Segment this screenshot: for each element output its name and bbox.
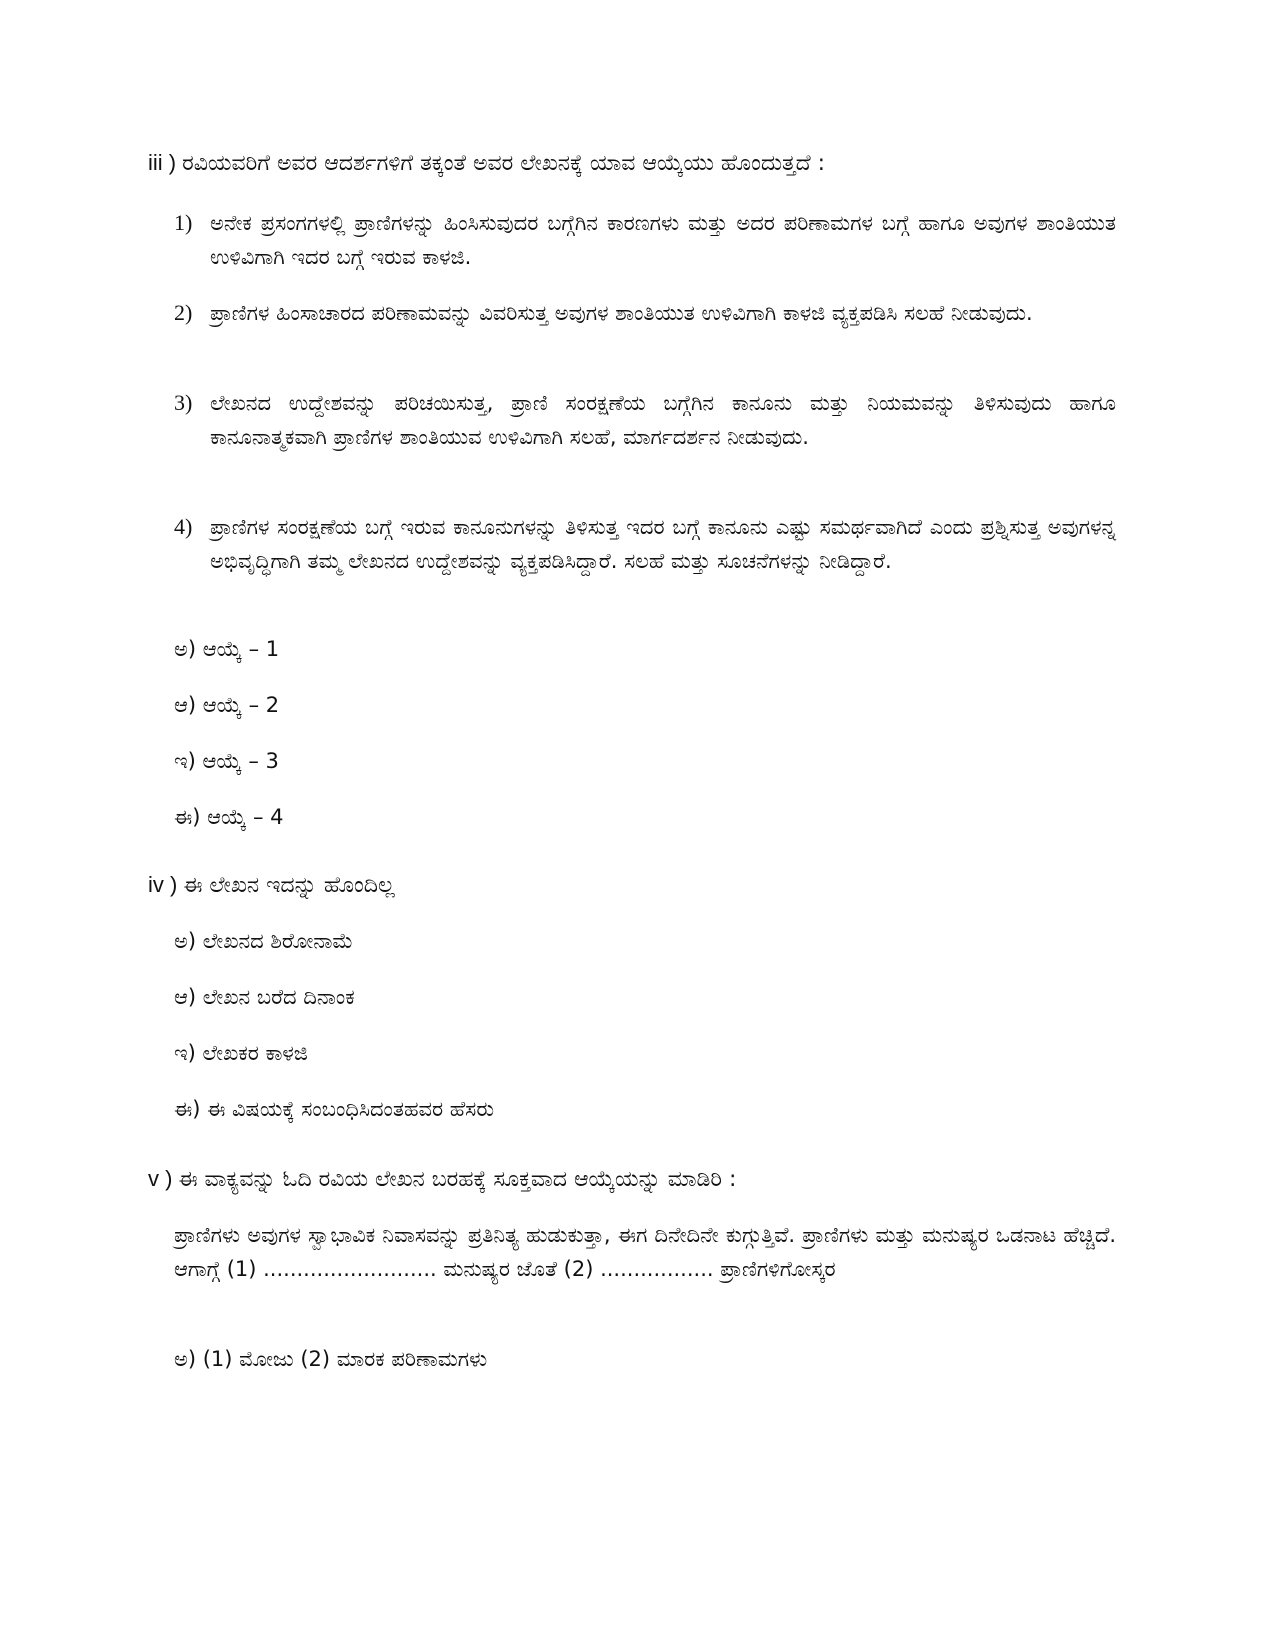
statement-4 (174, 510, 1116, 578)
answer-option[interactable]: ಅ) (1) ಮೋಜು (2) ಮಾರಕ ಪರಿಣಾಮಗಳು (174, 1347, 488, 1371)
statement-text: ಪ್ರಾಣಿಗಳ ಹಿಂಸಾಚಾರದ ಪರಿಣಾಮವನ್ನು ವಿವರಿಸುತ್ತ ಅವುಗಳ ಶಾಂತಿಯುತ ಉಳಿವಿಗಾಗಿ ಕಾಳಜಿ ವ್ಯಕ್ತಪಡಿಸಿ ಸಲಹೆ ನೀಡುವುದು. (210, 301, 1033, 325)
answer-option[interactable]: ಅ) ಲೇಖನದ ಶಿರೋನಾಮೆ (174, 929, 354, 953)
question-4-text: ಈ ಲೇಖನ ಇದನ್ನು ಹೊಂದಿಲ್ಲ (183, 873, 395, 898)
answer-option[interactable]: ಅ) ಆಯ್ಕೆ – 1 (174, 637, 280, 661)
question-3-text: ರವಿಯವರಿಗೆ ಅವರ ಆದರ್ಶಗಳಿಗೆ ತಕ್ಕಂತೆ ಅವರ ಲೇಖನಕ್ಕೆ ಯಾವ ಆಯ್ಕೆಯು ಹೊಂದುತ್ತದೆ : (182, 151, 826, 176)
statement-text: ಅನೇಕ ಪ್ರಸಂಗಗಳಲ್ಲಿ ಪ್ರಾಣಿಗಳನ್ನು ಹಿಂಸಿಸುವುದರ ಬಗ್ಗೆಗಿನ ಕಾರಣಗಳು ಮತ್ತು ಅದರ ಪರಿಣಾಮಗಳ ಬಗ್ಗೆ ಹಾಗೂ ಅವುಗಳ ಶಾಂತಿಯುತ ಉಳಿವಿಗಾಗಿ ಇದರ ಬಗ್ಗೆ ಇರುವ ಕಾಳಜಿ. (210, 211, 1116, 269)
statement-text: ಲೇಖನದ ಉದ್ದೇಶವನ್ನು ಪರಿಚಯಿಸುತ್ತ, ಪ್ರಾಣಿ ಸಂರಕ್ಷಣೆಯ ಬಗ್ಗೆಗಿನ ಕಾನೂನು ಮತ್ತು ನಿಯಮವನ್ನು ತಿಳಿಸುವುದು ಹಾಗೂ ಕಾನೂನಾತ್ಮಕವಾಗಿ ಪ್ರಾಣಿಗಳ ಶಾಂತಿಯುವ ಉಳಿವಿಗಾಗಿ ಸಲಹೆ, ಮಾರ್ಗದರ್ಶನ ನೀಡುವುದು. (210, 391, 1116, 449)
question-3-number: iii ) (148, 150, 177, 175)
question-5 (148, 1164, 1128, 1195)
question-5-text: ಈ ವಾಕ್ಯವನ್ನು ಓದಿ ರವಿಯ ಲೇಖನ ಬರಹಕ್ಕೆ ಸೂಕ್ತವಾದ ಆಯ್ಕೆಯನ್ನು ಮಾಡಿರಿ : (178, 1167, 737, 1192)
statement-2 (174, 296, 1116, 330)
statement-3 (174, 386, 1116, 454)
question-5-number: v ) (148, 1166, 173, 1191)
answer-option[interactable]: ಇ) ಆಯ್ಕೆ – 3 (174, 749, 279, 773)
statement-1 (174, 206, 1116, 274)
answer-option[interactable]: ಆ) ಆಯ್ಕೆ – 2 (174, 693, 280, 717)
answer-option[interactable]: ಆ) ಲೇಖನ ಬರೆದ ದಿನಾಂಕ (174, 985, 355, 1009)
passage-text: ಪ್ರಾಣಿಗಳು ಅವುಗಳ ಸ್ವಾಭಾವಿಕ ನಿವಾಸವನ್ನು ಪ್ರತಿನಿತ್ಯ ಹುಡುಕುತ್ತಾ, ಈಗ ದಿನೇದಿನೇ ಕುಗ್ಗುತ್ತಿವೆ. ಪ್ರಾಣಿಗಳು ಮತ್ತು ಮನುಷ್ಯರ ಒಡನಾಟ ಹೆಚ್ಚಿದೆ. ಆಗಾಗ್ಗೆ (1) .......................... ಮನುಷ್ಯರ ಜೊತೆ (2) ................. ಪ್ರಾಣಿಗಳಿಗೋಸ್ಕರ (174, 1223, 1116, 1281)
question-4-number: iv ) (148, 872, 178, 897)
question-3 (148, 148, 1128, 179)
statement-text: ಪ್ರಾಣಿಗಳ ಸಂರಕ್ಷಣೆಯ ಬಗ್ಗೆ ಇರುವ ಕಾನೂನುಗಳನ್ನು ತಿಳಿಸುತ್ತ ಇದರ ಬಗ್ಗೆ ಕಾನೂನು ಎಷ್ಟು ಸಮರ್ಥವಾಗಿದೆ ಎಂದು ಪ್ರಶ್ನಿಸುತ್ತ ಅವುಗಳನ್ನ ಅಭಿವೃದ್ಧಿಗಾಗಿ ತಮ್ಮ ಲೇಖನದ ಉದ್ದೇಶವನ್ನು ವ್ಯಕ್ತಪಡಿಸಿದ್ದಾರೆ. ಸಲಹೆ ಮತ್ತು ಸೂಚನೆಗಳನ್ನು ನೀಡಿದ್ದಾರೆ. (210, 515, 1116, 573)
statement-number: 3) (174, 390, 193, 415)
answer-option[interactable]: ಈ) ಆಯ್ಕೆ – 4 (174, 805, 284, 829)
question-4 (148, 870, 1128, 901)
statement-number: 1) (174, 210, 193, 235)
answer-option[interactable]: ಇ) ಲೇಖಕರ ಕಾಳಜಿ (174, 1041, 308, 1065)
statement-number: 2) (174, 300, 193, 325)
answer-option[interactable]: ಈ) ಈ ವಿಷಯಕ್ಕೆ ಸಂಬಂಧಿಸಿದಂತಹವರ ಹೆಸರು (174, 1097, 495, 1121)
statement-number: 4) (174, 514, 193, 539)
